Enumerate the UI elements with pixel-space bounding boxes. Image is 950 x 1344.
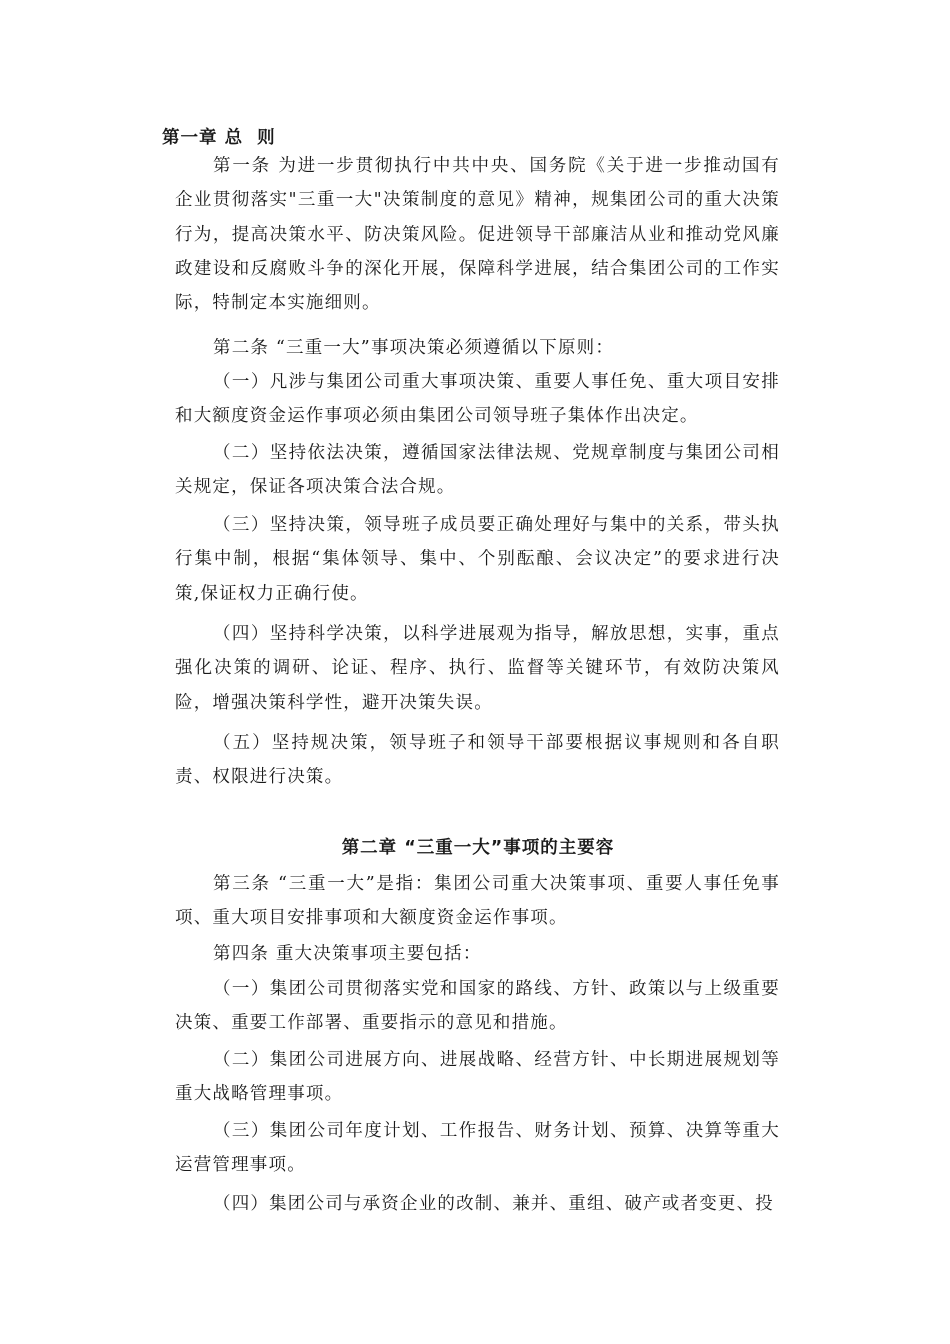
item-4-paragraph: （四）集团公司与承资企业的改制、兼并、重组、破产或者变更、投	[213, 1194, 774, 1214]
article-3-paragraph: 第三条 “三重一大”是指：集团公司重大决策事项、重要人事任免事项、重大项目安排事项和大额度资金运作事项。	[175, 874, 780, 929]
principle-5-paragraph: （五）坚持规决策，领导班子和领导干部要根据议事规则和各自职责、权限进行决策。	[175, 733, 780, 788]
article-4-paragraph: 第四条 重大决策事项主要包括：	[213, 944, 482, 964]
article-1-paragraph: 第一条 为进一步贯彻执行中共中央、国务院《关于进一步推动国有企业贯彻落实"三重一大"决策制度的意见》精神，规集团公司的重大决策行为，提高决策水平、防决策风险。促进领导干部廉洁从业和推动党风廉政建设和反腐败斗争的深化开展，保障科学进展，结合集团公司的工作实际，特制定本实施细则。	[175, 156, 780, 314]
chapter-1-title-part1: 第一章 总	[162, 128, 244, 148]
chapter-1-title-part2: 则	[257, 128, 276, 148]
chapter-1-title	[162, 128, 276, 148]
principle-2-paragraph: （二）坚持依法决策，遵循国家法律法规、党规章制度与集团公司相关规定，保证各项决策合法合规。	[175, 443, 780, 498]
principle-3-paragraph: （三）坚持决策，领导班子成员要正确处理好与集中的关系，带头执行集中制，根据“集体领导、集中、个别酝酿、会议决定”的要求进行决策,保证权力正确行使。	[175, 515, 780, 604]
item-1-paragraph: （一）集团公司贯彻落实党和国家的路线、方针、政策以与上级重要决策、重要工作部署、重要指示的意见和措施。	[175, 979, 780, 1034]
chapter-2-title: 第二章 “三重一大”事项的主要容	[341, 838, 615, 858]
item-3-paragraph: （三）集团公司年度计划、工作报告、财务计划、预算、决算等重大运营管理事项。	[175, 1121, 780, 1176]
principle-4-paragraph: （四）坚持科学决策，以科学进展观为指导，解放思想，实事，重点强化决策的调研、论证、程序、执行、监督等关键环节，有效防决策风险，增强决策科学性，避开决策失误。	[175, 624, 780, 713]
principle-1-paragraph: （一）凡涉与集团公司重大事项决策、重要人事任免、重大项目安排和大额度资金运作事项必须由集团公司领导班子集体作出决定。	[175, 372, 780, 427]
item-2-paragraph: （二）集团公司进展方向、进展战略、经营方针、中长期进展规划等重大战略管理事项。	[175, 1050, 780, 1105]
article-2-paragraph: 第二条 “三重一大”事项决策必须遵循以下原则：	[213, 338, 615, 358]
